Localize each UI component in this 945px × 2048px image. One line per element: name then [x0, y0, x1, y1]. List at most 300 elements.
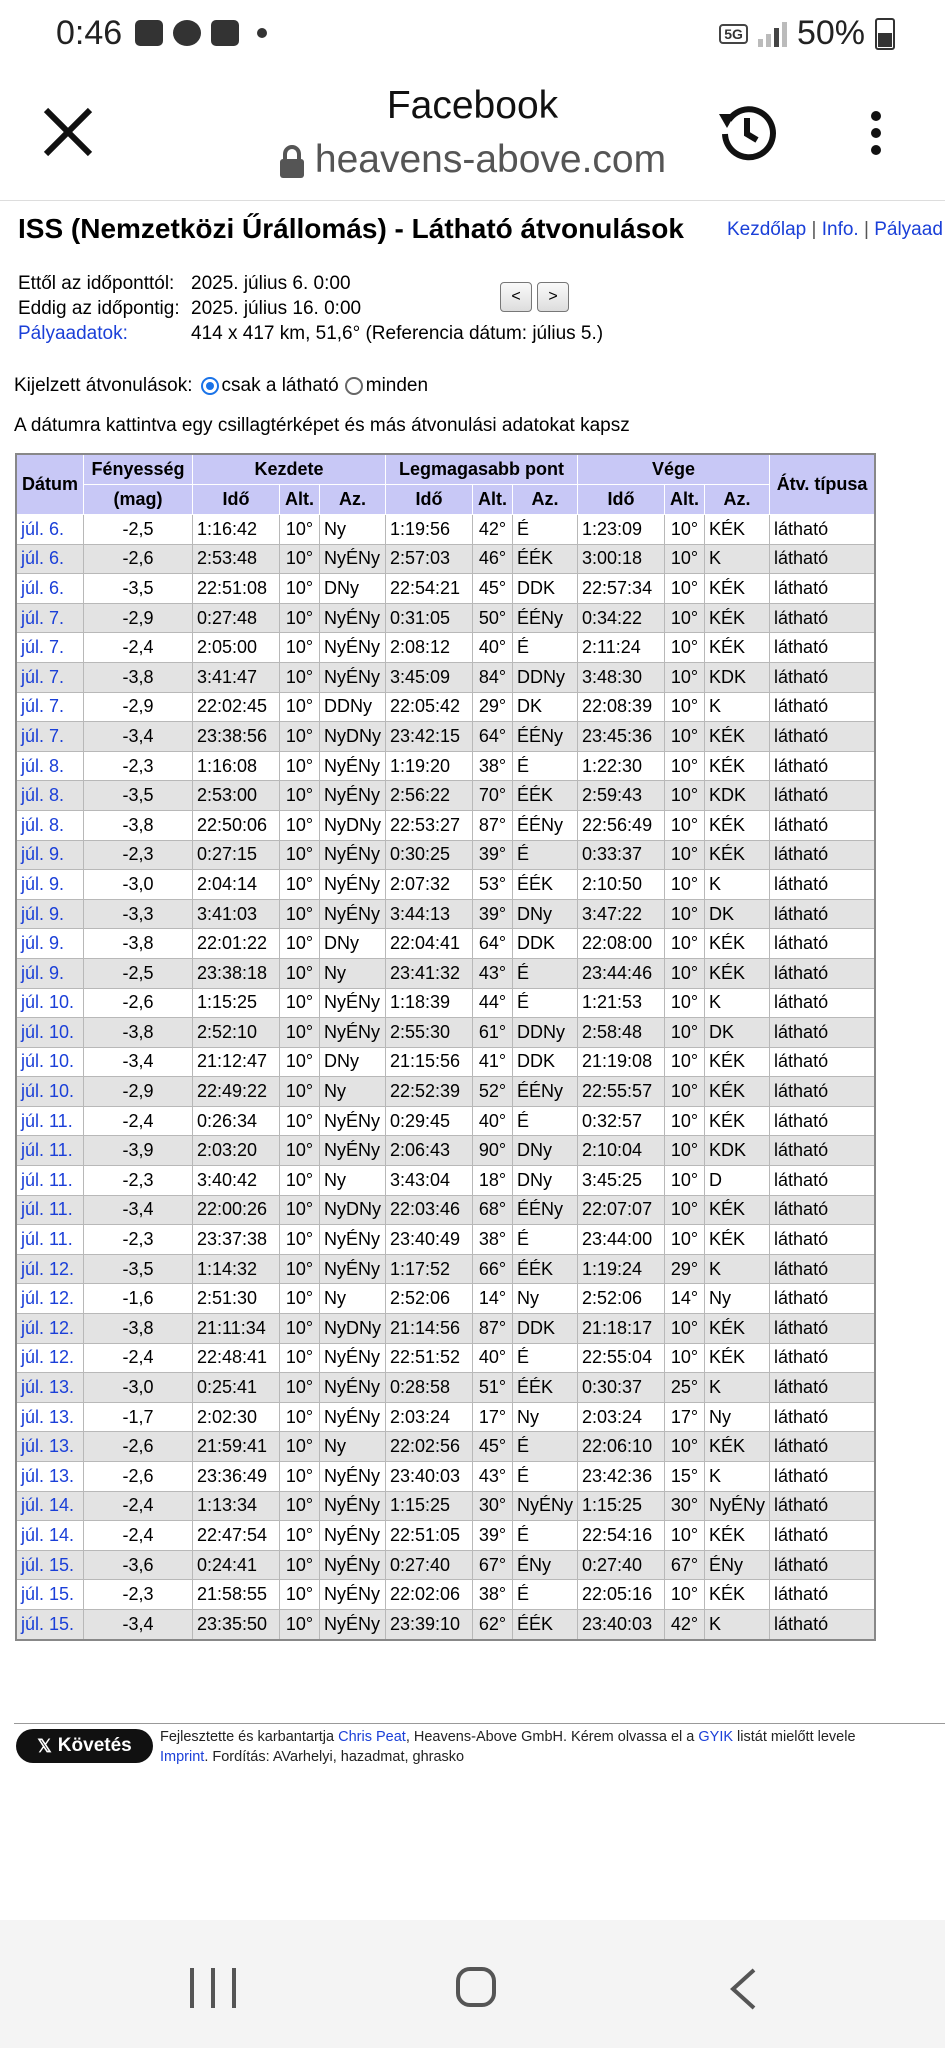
- radio-visible-only-label[interactable]: csak a látható: [221, 375, 339, 396]
- pass-date-link[interactable]: júl. 7.: [21, 696, 65, 717]
- pass-cell: -3,4: [84, 1609, 193, 1639]
- pass-cell: látható: [770, 722, 876, 752]
- messenger-icon: [173, 20, 201, 46]
- pass-date-cell: [16, 1580, 84, 1610]
- pass-cell: DNy: [513, 1166, 578, 1196]
- pass-cell: DNy: [320, 929, 386, 959]
- pass-date-link[interactable]: júl. 15.: [21, 1613, 75, 1634]
- pass-date-cell: [16, 840, 84, 870]
- pass-cell: 10°: [280, 1491, 320, 1521]
- pass-cell: 10°: [280, 751, 320, 781]
- history-icon[interactable]: [715, 100, 779, 164]
- pass-date-cell: [16, 1136, 84, 1166]
- pass-date-link[interactable]: júl. 11.: [21, 1229, 73, 1250]
- pass-date-link[interactable]: júl. 8.: [21, 755, 65, 776]
- pass-cell: 0:27:15: [193, 840, 280, 870]
- pass-cell: -3,3: [84, 899, 193, 929]
- pass-cell: NyÉNy: [320, 1580, 386, 1610]
- pass-cell: ÉNy: [513, 1550, 578, 1580]
- pass-cell: 10°: [665, 574, 705, 604]
- pass-cell: KÉK: [705, 722, 770, 752]
- pass-cell: 10°: [280, 574, 320, 604]
- pass-date-cell: [16, 662, 84, 692]
- author-link[interactable]: Chris Peat: [338, 1729, 406, 1745]
- pass-row: [16, 1284, 875, 1314]
- pass-date-link[interactable]: júl. 7.: [21, 607, 65, 628]
- pass-cell: KÉK: [705, 633, 770, 663]
- pass-cell: 22:02:45: [193, 692, 280, 722]
- pass-date-link[interactable]: júl. 9.: [21, 844, 65, 865]
- pass-date-link[interactable]: júl. 9.: [21, 962, 65, 983]
- home-icon[interactable]: [456, 1967, 496, 2007]
- pass-cell: 25°: [665, 1373, 705, 1403]
- pass-cell: látható: [770, 1343, 876, 1373]
- pass-date-link[interactable]: júl. 11.: [21, 1169, 73, 1190]
- pass-cell: látható: [770, 515, 876, 545]
- pass-date-link[interactable]: júl. 7.: [21, 725, 65, 746]
- pass-cell: 22:53:27: [386, 810, 473, 840]
- pass-cell: látható: [770, 574, 876, 604]
- pass-cell: 10°: [280, 1018, 320, 1048]
- pass-row: [16, 870, 875, 900]
- pass-cell: 90°: [473, 1136, 513, 1166]
- to-value: 2025. július 16. 0:00: [191, 298, 362, 319]
- pass-cell: 44°: [473, 988, 513, 1018]
- pass-cell: 10°: [280, 1580, 320, 1610]
- pass-date-link[interactable]: júl. 13.: [21, 1465, 75, 1486]
- col-start-az: Az.: [320, 485, 386, 515]
- pass-cell: 10°: [280, 544, 320, 574]
- youtube-icon: [211, 20, 239, 46]
- from-label: Ettől az időponttól:: [18, 273, 175, 294]
- pass-cell: 1:21:53: [578, 988, 665, 1018]
- pass-cell: NyÉNy: [320, 988, 386, 1018]
- pass-cell: 40°: [473, 633, 513, 663]
- pass-cell: 2:59:43: [578, 781, 665, 811]
- pass-cell: látható: [770, 1402, 876, 1432]
- pass-cell: látható: [770, 870, 876, 900]
- pass-cell: 10°: [280, 1343, 320, 1373]
- pass-cell: 1:19:56: [386, 515, 473, 545]
- footer-text-part: , Heavens-Above GmbH. Kérem olvassa el a: [405, 1729, 699, 1745]
- pass-cell: látható: [770, 1491, 876, 1521]
- battery-icon: [875, 18, 895, 50]
- pass-date-link[interactable]: júl. 12.: [21, 1258, 75, 1279]
- pass-cell: 21:12:47: [193, 1047, 280, 1077]
- next-period-button[interactable]: >: [537, 282, 569, 312]
- pass-cell: 0:30:25: [386, 840, 473, 870]
- pass-date-link[interactable]: júl. 15.: [21, 1554, 75, 1575]
- pass-cell: látható: [770, 1018, 876, 1048]
- pass-row: [16, 603, 875, 633]
- pass-cell: 67°: [665, 1550, 705, 1580]
- pass-cell: KÉK: [705, 603, 770, 633]
- pass-cell: 38°: [473, 1225, 513, 1255]
- pass-date-cell: [16, 1609, 84, 1639]
- pass-cell: -2,4: [84, 1343, 193, 1373]
- pass-cell: 23:40:49: [386, 1225, 473, 1255]
- pass-row: [16, 544, 875, 574]
- pass-cell: É: [513, 1106, 578, 1136]
- pass-cell: NyÉNy: [320, 1491, 386, 1521]
- pass-cell: K: [705, 1254, 770, 1284]
- pass-row: [16, 1580, 875, 1610]
- pass-cell: 2:53:00: [193, 781, 280, 811]
- pass-cell: -2,5: [84, 958, 193, 988]
- pass-cell: 21:14:56: [386, 1314, 473, 1344]
- radio-all-label[interactable]: minden: [365, 375, 429, 396]
- pass-row: [16, 781, 875, 811]
- pass-date-link[interactable]: júl. 11.: [21, 1140, 73, 1161]
- pass-row: [16, 574, 875, 604]
- pass-cell: 0:29:45: [386, 1106, 473, 1136]
- footer-line-1: [160, 1727, 945, 1747]
- pass-date-link[interactable]: júl. 9.: [21, 873, 65, 894]
- nav-separator: |: [858, 219, 875, 240]
- pass-date-link[interactable]: júl. 8.: [21, 785, 65, 806]
- pass-cell: 22:55:04: [578, 1343, 665, 1373]
- pass-date-link[interactable]: júl. 10.: [21, 1081, 75, 1102]
- pass-cell: 2:07:32: [386, 870, 473, 900]
- pass-cell: -2,3: [84, 1166, 193, 1196]
- pass-cell: 22:57:34: [578, 574, 665, 604]
- pass-cell: látható: [770, 662, 876, 692]
- pass-cell: 22:51:52: [386, 1343, 473, 1373]
- nav-info-link[interactable]: Info.: [821, 219, 859, 240]
- pass-date-cell: [16, 1106, 84, 1136]
- pass-row: [16, 515, 875, 545]
- pass-cell: látható: [770, 929, 876, 959]
- pass-cell: K: [705, 692, 770, 722]
- pass-cell: -2,3: [84, 1225, 193, 1255]
- pass-cell: DNy: [320, 574, 386, 604]
- pass-cell: NyDNy: [320, 810, 386, 840]
- pass-cell: látható: [770, 781, 876, 811]
- pass-cell: KÉK: [705, 1106, 770, 1136]
- status-time: 0:46: [56, 14, 123, 52]
- pass-cell: KÉK: [705, 929, 770, 959]
- pass-cell: DK: [705, 899, 770, 929]
- pass-cell: 22:00:26: [193, 1195, 280, 1225]
- pass-cell: 2:04:14: [193, 870, 280, 900]
- pass-cell: 3:45:09: [386, 662, 473, 692]
- orbit-data-link[interactable]: Pályaadatok:: [18, 323, 128, 344]
- pass-cell: 17°: [665, 1402, 705, 1432]
- pass-cell: ÉÉNy: [513, 1195, 578, 1225]
- pass-cell: látható: [770, 544, 876, 574]
- pass-date-link[interactable]: júl. 12.: [21, 1288, 75, 1309]
- pass-date-link[interactable]: júl. 10.: [21, 992, 75, 1013]
- recents-icon[interactable]: [190, 1968, 236, 2008]
- pass-cell: 22:49:22: [193, 1077, 280, 1107]
- pass-cell: 64°: [473, 722, 513, 752]
- pass-date-link[interactable]: júl. 10.: [21, 1051, 75, 1072]
- pass-cell: -3,8: [84, 929, 193, 959]
- pass-cell: 46°: [473, 544, 513, 574]
- pass-cell: Ny: [705, 1402, 770, 1432]
- pass-cell: NyÉNy: [320, 633, 386, 663]
- pass-cell: 10°: [665, 1195, 705, 1225]
- pass-cell: 10°: [280, 1462, 320, 1492]
- pass-date-link[interactable]: júl. 14.: [21, 1524, 75, 1545]
- pass-cell: KDK: [705, 781, 770, 811]
- pass-date-link[interactable]: júl. 13.: [21, 1377, 75, 1398]
- pass-date-link[interactable]: júl. 14.: [21, 1495, 75, 1516]
- more-options-icon[interactable]: [866, 110, 886, 156]
- pass-cell: 30°: [473, 1491, 513, 1521]
- pass-row: [16, 958, 875, 988]
- pass-cell: 2:08:12: [386, 633, 473, 663]
- pass-cell: 23:44:00: [578, 1225, 665, 1255]
- pass-cell: É: [513, 1432, 578, 1462]
- pass-cell: -3,8: [84, 810, 193, 840]
- pass-cell: É: [513, 988, 578, 1018]
- pass-cell: 2:56:22: [386, 781, 473, 811]
- pass-cell: 1:15:25: [193, 988, 280, 1018]
- pass-cell: 0:27:48: [193, 603, 280, 633]
- pass-date-cell: [16, 1343, 84, 1373]
- pass-cell: 14°: [665, 1284, 705, 1314]
- pass-cell: 22:02:06: [386, 1580, 473, 1610]
- pass-cell: látható: [770, 1166, 876, 1196]
- pass-row: [16, 988, 875, 1018]
- pass-date-link[interactable]: júl. 12.: [21, 1317, 75, 1338]
- pass-cell: 21:18:17: [578, 1314, 665, 1344]
- pass-cell: NyÉNy: [320, 603, 386, 633]
- pass-cell: KDK: [705, 662, 770, 692]
- pass-cell: -2,4: [84, 1491, 193, 1521]
- pass-cell: K: [705, 988, 770, 1018]
- pass-cell: É: [513, 1521, 578, 1551]
- follow-label: Követés: [57, 1735, 132, 1756]
- pass-date-link[interactable]: júl. 7.: [21, 666, 65, 687]
- pass-row: [16, 1373, 875, 1403]
- pass-cell: DDNy: [320, 692, 386, 722]
- pass-row: [16, 1166, 875, 1196]
- pass-cell: -3,0: [84, 870, 193, 900]
- pass-cell: 62°: [473, 1609, 513, 1639]
- pass-cell: ÉÉK: [513, 1254, 578, 1284]
- col-date: Dátum: [16, 454, 84, 515]
- pass-cell: 10°: [665, 988, 705, 1018]
- pass-cell: DDNy: [513, 662, 578, 692]
- col-end-az: Az.: [705, 485, 770, 515]
- pass-date-link[interactable]: júl. 9.: [21, 903, 65, 924]
- pass-cell: 10°: [280, 1521, 320, 1551]
- pass-cell: látható: [770, 1195, 876, 1225]
- pass-date-link[interactable]: júl. 11.: [21, 1199, 73, 1220]
- pass-cell: 21:59:41: [193, 1432, 280, 1462]
- pass-cell: 10°: [280, 633, 320, 663]
- pass-cell: 10°: [665, 1521, 705, 1551]
- pass-cell: 15°: [665, 1462, 705, 1492]
- nav-orbit-link[interactable]: Pályaad: [874, 219, 943, 240]
- pass-date-link[interactable]: júl. 15.: [21, 1584, 75, 1605]
- pass-cell: DK: [513, 692, 578, 722]
- pass-date-link[interactable]: júl. 9.: [21, 933, 65, 954]
- pass-date-link[interactable]: júl. 6.: [21, 518, 65, 539]
- pass-cell: látható: [770, 1254, 876, 1284]
- pass-cell: KÉK: [705, 1314, 770, 1344]
- pass-cell: DNy: [513, 1136, 578, 1166]
- pass-cell: 21:15:56: [386, 1047, 473, 1077]
- pass-cell: -3,0: [84, 1373, 193, 1403]
- pass-cell: 22:51:05: [386, 1521, 473, 1551]
- url-bar[interactable]: [0, 138, 945, 182]
- pass-cell: NyÉNy: [320, 662, 386, 692]
- pass-cell: NyÉNy: [320, 1225, 386, 1255]
- footer-line-2: [160, 1747, 945, 1767]
- nav-home-link[interactable]: Kezdőlap: [727, 219, 807, 240]
- to-label: Eddig az időpontig:: [18, 298, 180, 319]
- pass-cell: 10°: [665, 810, 705, 840]
- pass-cell: É: [513, 1462, 578, 1492]
- pass-cell: 67°: [473, 1550, 513, 1580]
- pass-row: [16, 1314, 875, 1344]
- pass-date-cell: [16, 722, 84, 752]
- pass-date-link[interactable]: júl. 13.: [21, 1406, 75, 1427]
- pass-cell: KÉK: [705, 1343, 770, 1373]
- pass-cell: -2,9: [84, 1077, 193, 1107]
- pass-date-cell: [16, 1018, 84, 1048]
- pass-date-cell: [16, 1077, 84, 1107]
- pass-cell: látható: [770, 1580, 876, 1610]
- pass-date-link[interactable]: júl. 6.: [21, 577, 65, 598]
- pass-cell: É: [513, 840, 578, 870]
- pass-cell: -3,5: [84, 781, 193, 811]
- pass-cell: 0:33:37: [578, 840, 665, 870]
- pass-cell: 87°: [473, 1314, 513, 1344]
- back-icon[interactable]: [728, 1967, 758, 2011]
- pass-date-link[interactable]: júl. 8.: [21, 814, 65, 835]
- pass-cell: 21:11:34: [193, 1314, 280, 1344]
- pass-cell: K: [705, 870, 770, 900]
- pass-cell: ÉÉK: [513, 1609, 578, 1639]
- pass-cell: 42°: [473, 515, 513, 545]
- pass-cell: 10°: [665, 958, 705, 988]
- date-click-hint: A dátumra kattintva egy csillagtérképet és más átvonulási adatokat kapsz: [14, 415, 630, 436]
- pass-cell: 10°: [280, 1106, 320, 1136]
- pass-cell: -2,3: [84, 840, 193, 870]
- pass-cell: ÉÉNy: [513, 1077, 578, 1107]
- pass-cell: NyÉNy: [705, 1491, 770, 1521]
- pass-cell: NyÉNy: [320, 1373, 386, 1403]
- pass-cell: KÉK: [705, 751, 770, 781]
- pass-cell: 2:58:48: [578, 1018, 665, 1048]
- pass-date-link[interactable]: júl. 12.: [21, 1347, 75, 1368]
- network-type-icon: 5G: [719, 24, 748, 44]
- radio-visible-only[interactable]: [201, 377, 219, 395]
- pass-cell: 22:01:22: [193, 929, 280, 959]
- pass-cell: 10°: [665, 1343, 705, 1373]
- pass-cell: 23:38:18: [193, 958, 280, 988]
- pass-cell: 10°: [280, 722, 320, 752]
- pass-cell: 22:52:39: [386, 1077, 473, 1107]
- pass-cell: 10°: [665, 899, 705, 929]
- pass-cell: 2:03:20: [193, 1136, 280, 1166]
- pass-cell: Ny: [320, 515, 386, 545]
- pass-cell: 23:40:03: [578, 1609, 665, 1639]
- pass-cell: 38°: [473, 751, 513, 781]
- pass-cell: 10°: [280, 958, 320, 988]
- pass-cell: NyÉNy: [320, 840, 386, 870]
- pass-cell: DNy: [320, 1047, 386, 1077]
- pass-cell: látható: [770, 1284, 876, 1314]
- faq-link[interactable]: GYIK: [698, 1729, 734, 1745]
- pass-cell: 10°: [280, 870, 320, 900]
- pass-row: [16, 1254, 875, 1284]
- pass-cell: DDK: [513, 1047, 578, 1077]
- pass-cell: 10°: [280, 929, 320, 959]
- pass-cell: -3,8: [84, 662, 193, 692]
- pass-cell: NyDNy: [320, 722, 386, 752]
- pass-cell: KÉK: [705, 1521, 770, 1551]
- pass-date-link[interactable]: júl. 10.: [21, 1021, 75, 1042]
- pass-cell: ÉNy: [705, 1550, 770, 1580]
- pass-cell: 22:48:41: [193, 1343, 280, 1373]
- pass-cell: látható: [770, 692, 876, 722]
- pass-cell: -2,4: [84, 633, 193, 663]
- pass-cell: 22:56:49: [578, 810, 665, 840]
- pass-cell: -2,4: [84, 1106, 193, 1136]
- pass-date-link[interactable]: júl. 13.: [21, 1436, 75, 1457]
- pass-date-cell: [16, 1521, 84, 1551]
- pass-cell: -3,5: [84, 574, 193, 604]
- pass-cell: 10°: [665, 1580, 705, 1610]
- pass-cell: 68°: [473, 1195, 513, 1225]
- pass-date-cell: [16, 544, 84, 574]
- pass-date-cell: [16, 1254, 84, 1284]
- radio-all[interactable]: [345, 377, 363, 395]
- pass-date-cell: [16, 692, 84, 722]
- pass-date-cell: [16, 870, 84, 900]
- pass-cell: 10°: [665, 751, 705, 781]
- web-page: [0, 201, 945, 1911]
- pass-cell: ÉÉK: [513, 1373, 578, 1403]
- pass-cell: 10°: [280, 1225, 320, 1255]
- pass-date-link[interactable]: júl. 6.: [21, 548, 65, 569]
- pass-cell: É: [513, 1225, 578, 1255]
- follow-x-button[interactable]: [16, 1729, 153, 1763]
- pass-cell: NyÉNy: [320, 544, 386, 574]
- pass-cell: DDNy: [513, 1018, 578, 1048]
- pass-cell: 0:27:40: [578, 1550, 665, 1580]
- pass-cell: látható: [770, 603, 876, 633]
- pass-cell: 10°: [665, 781, 705, 811]
- pass-cell: ÉÉK: [513, 781, 578, 811]
- pass-cell: 30°: [665, 1491, 705, 1521]
- col-end: Vége: [578, 454, 770, 485]
- prev-period-button[interactable]: <: [500, 282, 532, 312]
- pass-cell: 10°: [665, 1225, 705, 1255]
- pass-cell: DDK: [513, 574, 578, 604]
- pass-date-cell: [16, 929, 84, 959]
- pass-date-link[interactable]: júl. 11.: [21, 1110, 73, 1131]
- pass-cell: 10°: [665, 603, 705, 633]
- pass-cell: K: [705, 1462, 770, 1492]
- pass-cell: Ny: [320, 958, 386, 988]
- pass-date-cell: [16, 1550, 84, 1580]
- pass-cell: 40°: [473, 1343, 513, 1373]
- pass-date-link[interactable]: júl. 7.: [21, 637, 65, 658]
- pass-date-cell: [16, 958, 84, 988]
- pass-cell: 10°: [665, 662, 705, 692]
- notification-icons: [135, 20, 267, 46]
- pass-cell: -2,4: [84, 1521, 193, 1551]
- pass-cell: -2,9: [84, 603, 193, 633]
- pass-cell: 10°: [665, 1136, 705, 1166]
- imprint-link[interactable]: Imprint: [160, 1749, 205, 1765]
